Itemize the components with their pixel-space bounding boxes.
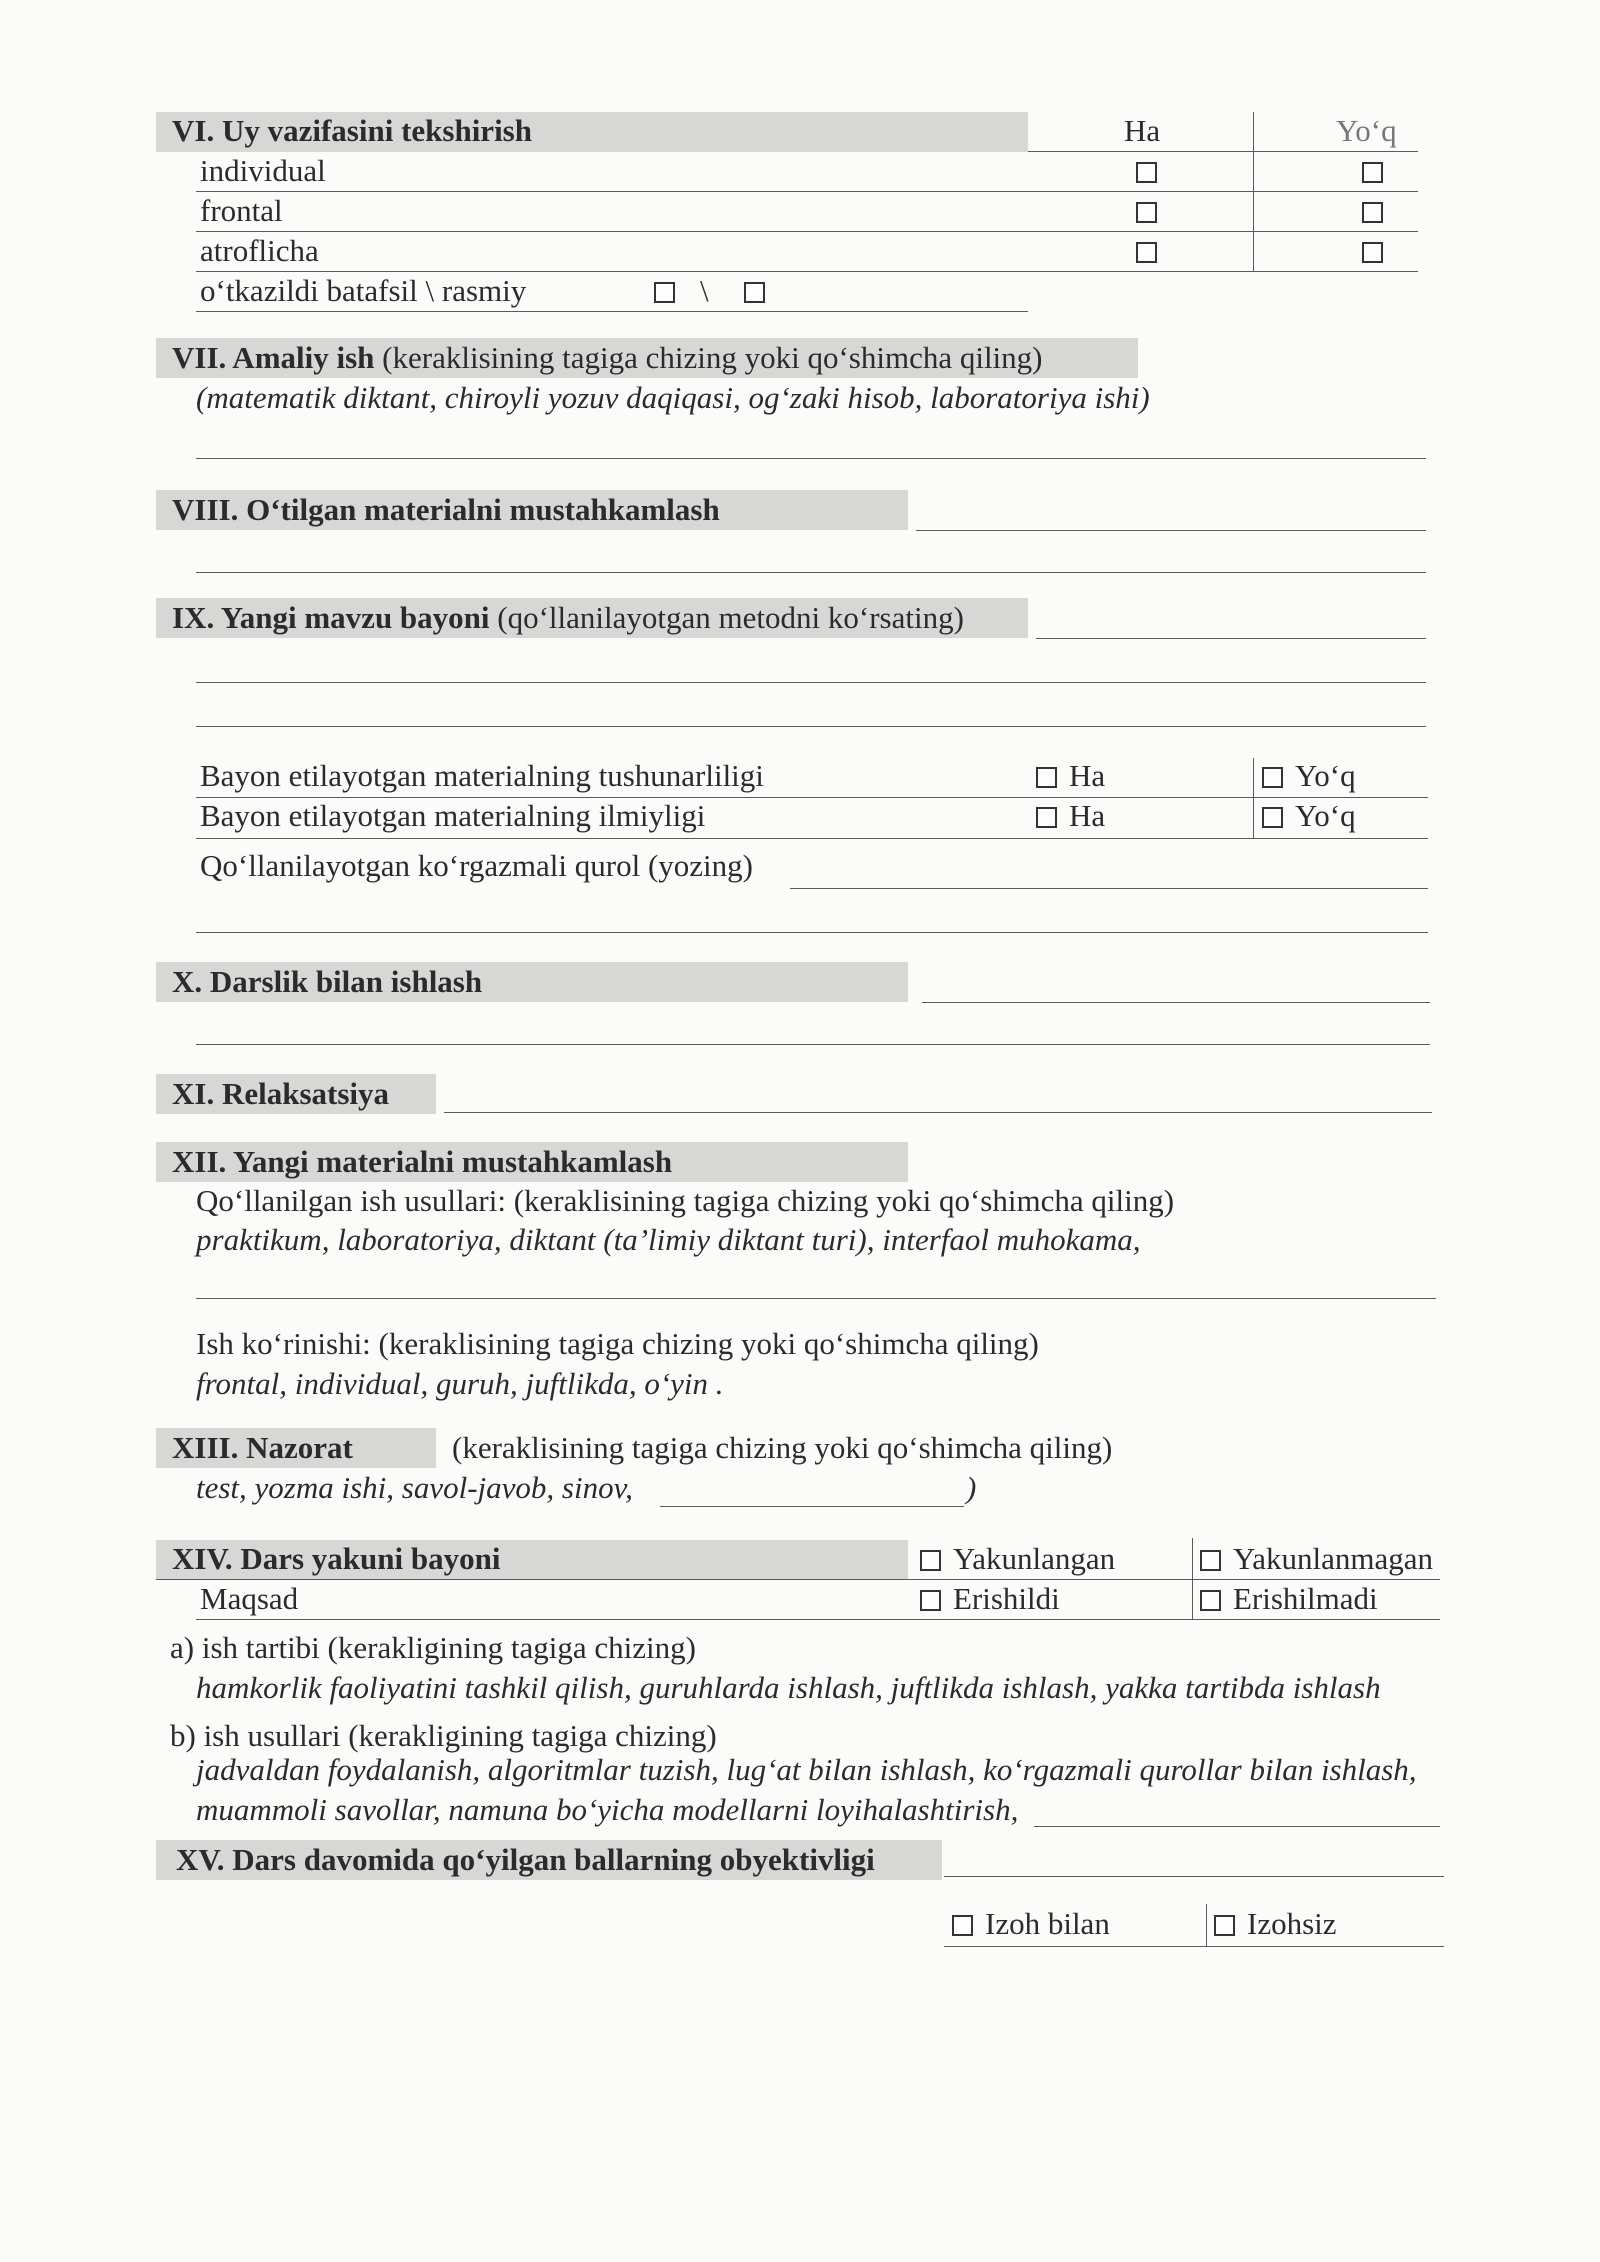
frontal-yes-checkbox[interactable] [1136,202,1157,223]
homework-row-frontal: frontal [200,193,283,228]
answer-line[interactable] [444,1112,1432,1113]
completed-option[interactable] [920,1541,1115,1577]
section-11-title: XI. Relaksatsiya [172,1076,390,1111]
answer-line[interactable] [196,458,1426,459]
homework-conducted-label: o‘tkazildi batafsil \ rasmiy [200,273,527,308]
not-completed-checkbox[interactable] [1200,1550,1221,1571]
closing-paren: ) [966,1470,977,1505]
section-9-note: (qo‘llanilayotgan metodni ko‘rsating) [489,600,964,635]
completed-label: Yakunlangan [953,1541,1116,1576]
row-rule [196,311,1028,312]
column-no-label: Yo‘q [1336,113,1397,148]
with-note-checkbox[interactable] [952,1915,973,1936]
row-rule [944,1946,1444,1947]
goal-label: Maqsad [200,1581,299,1616]
section-8-title: VIII. O‘tilgan materialni mustahkamlash [172,492,720,527]
achieved-label: Erishildi [953,1581,1060,1616]
work-methods-label: b) ish usullari (kerakligining tagiga chizing) [170,1718,717,1753]
section-7-options: (matematik diktant, chiroyli yozuv daqiqasi, og‘zaki hisob, laboratoriya ishi) [196,380,1150,415]
clarity-no-checkbox[interactable] [1262,767,1283,788]
row-rule [156,1579,1440,1580]
row-rule [196,1619,1440,1620]
answer-line[interactable] [196,726,1426,727]
answer-line[interactable] [944,1876,1444,1877]
individual-no-checkbox[interactable] [1362,162,1383,183]
section-7-title: VII. Amaliy ish [172,340,375,375]
not-completed-option[interactable] [1200,1541,1440,1577]
section-12-title: XII. Yangi materialni mustahkamlash [172,1144,673,1179]
frontal-no-checkbox[interactable] [1362,202,1383,223]
section-15-title: XV. Dars davomida qo‘yilgan ballarning obyektivligi [176,1842,875,1877]
methods-options: praktikum, laboratoriya, diktant (ta’limiy diktant turi), interfaol muhokama, [196,1222,1141,1257]
not-completed-label: Yakunlanmagan [1233,1541,1434,1576]
answer-line[interactable] [196,1044,1430,1045]
work-order-label: a) ish tartibi (kerakligining tagiga chizing) [170,1630,696,1665]
answer-line[interactable] [916,530,1426,531]
scientific-yes-checkbox[interactable] [1036,807,1057,828]
work-methods-options-2: muammoli savollar, namuna bo‘yicha modellarni loyihalashtirish, [196,1792,1019,1827]
answer-line[interactable] [1034,1826,1440,1827]
answer-line[interactable] [660,1506,964,1507]
scientific-no-option[interactable] [1262,798,1356,834]
clarity-yes-option[interactable] [1036,758,1105,794]
completed-checkbox[interactable] [920,1550,941,1571]
section-7-note: (keraklisining tagiga chizing yoki qo‘shimcha qiling) [374,340,1043,375]
section-7-heading [172,340,1043,376]
row-rule [196,838,1428,839]
answer-line[interactable] [790,888,1428,889]
without-note-checkbox[interactable] [1214,1915,1235,1936]
clarity-yes-checkbox[interactable] [1036,767,1057,788]
answer-line[interactable] [196,1298,1436,1299]
work-form-label: Ish ko‘rinishi: (keraklisining tagiga chizing yoki qo‘shimcha qiling) [196,1326,1039,1361]
separator-slash: \ [700,273,709,308]
homework-row-atroflicha: atroflicha [200,233,319,268]
detailed-checkbox[interactable] [654,282,675,303]
methods-label: Qo‘llanilgan ish usullari: (keraklisining tagiga chizing yoki qo‘shimcha qiling) [196,1183,1175,1218]
clarity-question: Bayon etilayotgan materialning tushunarliligi [200,758,764,793]
section-9-title: IX. Yangi mavzu bayoni [172,600,490,635]
scientific-yes-label: Ha [1069,798,1106,833]
answer-line[interactable] [1036,638,1426,639]
with-note-option[interactable] [952,1906,1110,1942]
scientific-no-label: Yo‘q [1295,798,1356,833]
work-order-options: hamkorlik faoliyatini tashkil qilish, guruhlarda ishlash, juftlikda ishlash, yakka tartibda ishlash [196,1670,1381,1705]
answer-line[interactable] [196,932,1428,933]
visual-aid-label: Qo‘llanilayotgan ko‘rgazmali qurol (yozing) [200,848,753,883]
scientific-question: Bayon etilayotgan materialning ilmiyligi [200,798,706,833]
without-note-label: Izohsiz [1247,1906,1337,1941]
section-13-title: XIII. Nazorat [172,1430,353,1465]
section-10-title: X. Darslik bilan ishlash [172,964,483,999]
header-rule [1028,151,1418,152]
without-note-option[interactable] [1214,1906,1337,1942]
scientific-no-checkbox[interactable] [1262,807,1283,828]
clarity-no-option[interactable] [1262,758,1356,794]
not-achieved-option[interactable] [1200,1581,1378,1617]
formal-checkbox[interactable] [744,282,765,303]
clarity-yes-label: Ha [1069,758,1106,793]
column-divider [1206,1904,1207,1946]
work-form-options: frontal, individual, guruh, juftlikda, o‘yin . [196,1366,724,1401]
achieved-option[interactable] [920,1581,1060,1617]
row-rule [196,231,1418,232]
section-14-title: XIV. Dars yakuni bayoni [172,1541,501,1576]
row-rule [196,191,1418,192]
row-rule [196,271,1418,272]
column-divider [1253,112,1254,272]
answer-line[interactable] [196,572,1426,573]
atroflicha-yes-checkbox[interactable] [1136,242,1157,263]
section-13-note: (keraklisining tagiga chizing yoki qo‘shimcha qiling) [452,1430,1113,1465]
section-6-title: VI. Uy vazifasini tekshirish [172,113,532,148]
answer-line[interactable] [922,1002,1430,1003]
not-achieved-checkbox[interactable] [1200,1590,1221,1611]
with-note-label: Izoh bilan [985,1906,1110,1941]
column-divider [1253,758,1254,838]
individual-yes-checkbox[interactable] [1136,162,1157,183]
answer-line[interactable] [196,682,1426,683]
homework-row-individual: individual [200,153,326,188]
atroflicha-no-checkbox[interactable] [1362,242,1383,263]
section-9-heading [172,600,964,636]
work-methods-options-1: jadvaldan foydalanish, algoritmlar tuzish, lug‘at bilan ishlash, ko‘rgazmali qurollar bilan ishlash, [196,1752,1417,1787]
scientific-yes-option[interactable] [1036,798,1105,834]
clarity-no-label: Yo‘q [1295,758,1356,793]
control-options: test, yozma ishi, savol-javob, sinov, [196,1470,633,1505]
column-yes-label: Ha [1124,113,1161,148]
not-achieved-label: Erishilmadi [1233,1581,1378,1616]
achieved-checkbox[interactable] [920,1590,941,1611]
